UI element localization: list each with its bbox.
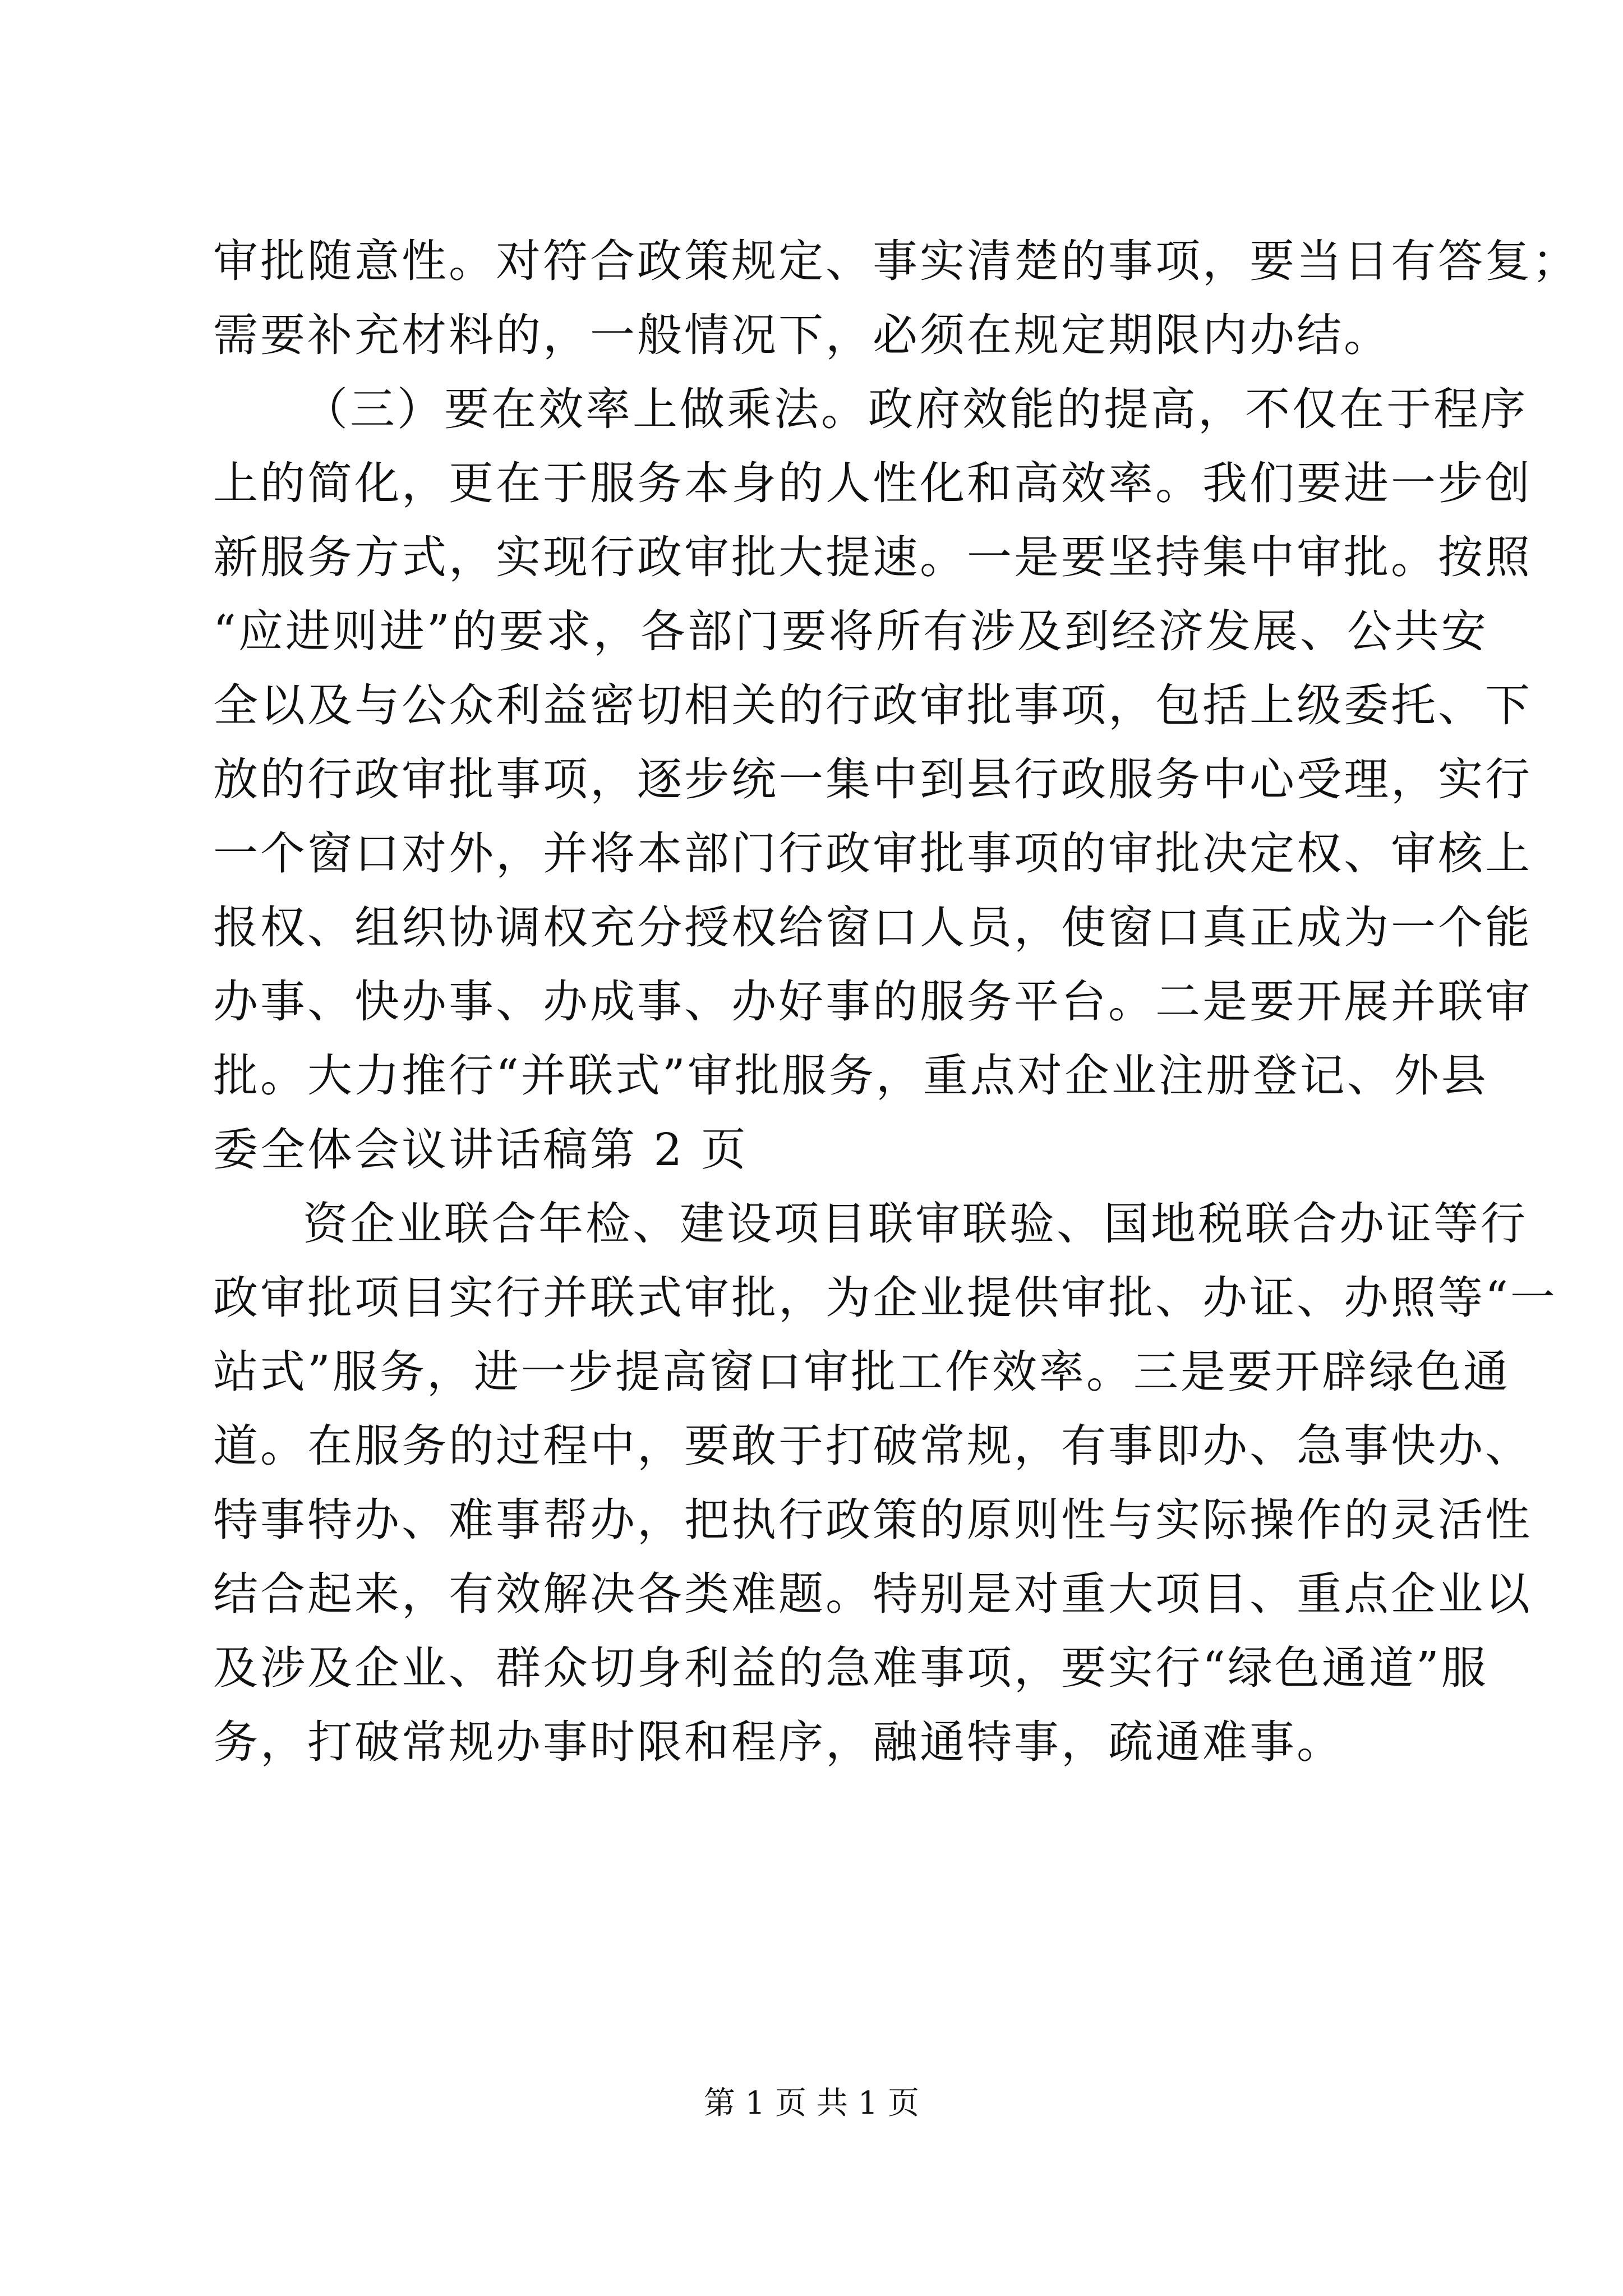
text-line: 特事特办、难事帮办，把执行政策的原则性与实际操作的灵活性 <box>213 1494 1532 1546</box>
text-line: 办事、快办事、办成事、办好事的服务平台。二是要开展并联审 <box>213 976 1532 1028</box>
body-text <box>213 224 1579 1779</box>
text-line: 需要补充材料的，一般情况下，必须在规定期限内办结。 <box>213 309 1391 361</box>
page-footer <box>0 2084 1623 2123</box>
text-line: 审批随意性。对符合政策规定、事实清楚的事项，要当日有答复； <box>213 235 1579 287</box>
text-line: 一个窗口对外，并将本部门行政审批事项的审批决定权、审核上 <box>213 827 1532 880</box>
text-line: （三）要在效率上做乘法。政府效能的提高，不仅在于程序 <box>303 383 1528 435</box>
text-line: 道。在服务的过程中，要敢于打破常规，有事即办、急事快办、 <box>213 1420 1532 1472</box>
text-line: 务，打破常规办事时限和程序，融通特事，疏通难事。 <box>213 1716 1344 1768</box>
text-line: 批。大力推行“并联式”审批服务，重点对企业注册登记、外县 <box>213 1050 1488 1102</box>
text-line: 全以及与公众利益密切相关的行政审批事项，包括上级委托、下 <box>213 679 1532 731</box>
text-line: 结合起来，有效解决各类难题。特别是对重大项目、重点企业以 <box>213 1568 1532 1620</box>
text-line: 报权、组织协调权充分授权给窗口人员，使窗口真正成为一个能 <box>213 901 1532 954</box>
page-number-label: 第 1 页 共 1 页 <box>703 2085 920 2122</box>
text-line: “应进则进”的要求，各部门要将所有涉及到经济发展、公共安 <box>213 605 1488 657</box>
text-line: 新服务方式，实现行政审批大提速。一是要坚持集中审批。按照 <box>213 531 1532 583</box>
text-line: 及涉及企业、群众切身利益的急难事项，要实行“绿色通道”服 <box>213 1642 1488 1694</box>
text-line: 政审批项目实行并联式审批，为企业提供审批、办证、办照等“一 <box>213 1272 1557 1324</box>
text-line: 放的行政审批事项，逐步统一集中到县行政服务中心受理，实行 <box>213 753 1532 806</box>
text-line: 上的简化，更在于服务本身的人性化和高效率。我们要进一步创 <box>213 457 1532 509</box>
text-line: 委全体会议讲话稿第 2 页 <box>213 1124 748 1176</box>
text-line: 资企业联合年检、建设项目联审联验、国地税联合办证等行 <box>303 1198 1528 1250</box>
text-line: 站式”服务，进一步提高窗口审批工作效率。三是要开辟绿色通 <box>213 1346 1510 1398</box>
